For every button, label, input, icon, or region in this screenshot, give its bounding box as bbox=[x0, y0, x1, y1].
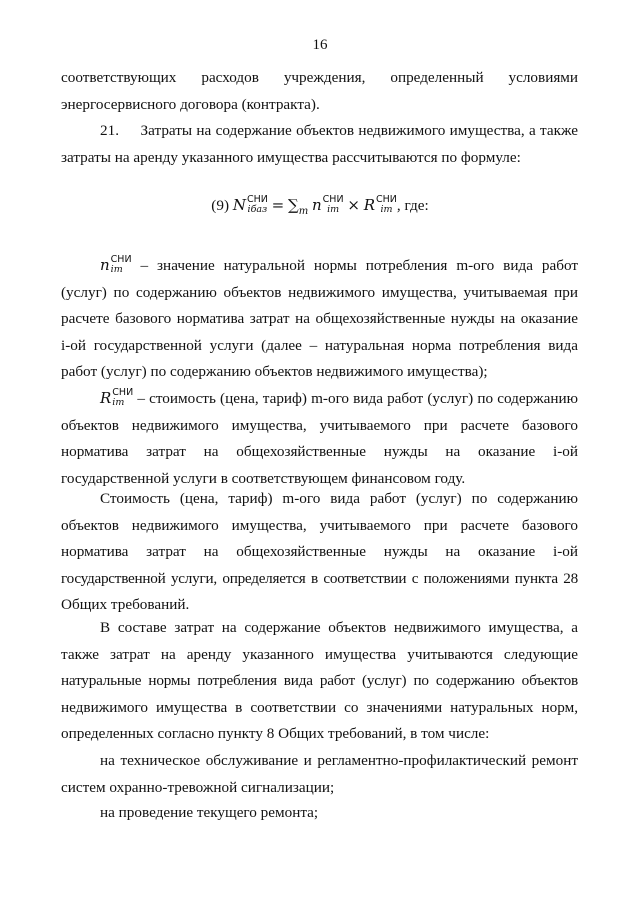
page-number: 16 bbox=[312, 37, 328, 53]
text-line: норматива затрат на общехозяйственные нужды на оказание i-ой bbox=[61, 543, 578, 561]
formula-tail: , где: bbox=[396, 197, 429, 214]
text-line: (услуг) по содержанию объектов недвижимого имущества, учитываемая при bbox=[61, 283, 578, 301]
definition-r-sub: im bbox=[112, 396, 125, 408]
word: соответствующих bbox=[61, 69, 177, 86]
definition-r-text: – стоимость (цена, тариф) m-ого вида работ (услуг) по содержанию bbox=[137, 390, 578, 407]
text-line: на техническое обслуживание и регламентно-профилактический ремонт bbox=[100, 752, 578, 769]
text-line: объектов недвижимого имущества, учитываемого при расчете базового bbox=[61, 516, 578, 534]
text-line bbox=[61, 385, 578, 413]
text-line: расчете базового норматива затрат на общехозяйственные нужды на оказание bbox=[61, 310, 578, 328]
text-line bbox=[61, 252, 578, 280]
definition-n-sup: СНИ bbox=[110, 253, 132, 265]
formula-equals: = bbox=[271, 196, 285, 214]
formula-lhs-sub: iбаз bbox=[247, 203, 268, 215]
formula-n-sup: СНИ bbox=[322, 193, 344, 205]
text-line: работ (услуг) по содержанию объектов недвижимого имущества); bbox=[61, 363, 488, 381]
text-line: Стоимость (цена, тариф) m-ого вида работ (услуг) по содержанию bbox=[100, 490, 578, 507]
formula-lhs-symbol: N bbox=[232, 196, 246, 214]
formula-lhs-indices bbox=[247, 195, 268, 215]
formula-n-indices bbox=[323, 195, 344, 215]
paragraph-cost bbox=[61, 486, 578, 619]
text-line: Общих требований. bbox=[61, 596, 190, 614]
word: условиями bbox=[508, 69, 579, 86]
formula-lhs-sup: СНИ bbox=[246, 193, 268, 205]
text-line: энергосервисного договора (контракта). bbox=[61, 95, 320, 113]
definition-n-symbol: n bbox=[100, 256, 110, 274]
text-line: государственной услуги, определяется в соответствии с положениями пункта 28 bbox=[61, 569, 578, 587]
formula-r-indices bbox=[376, 195, 397, 215]
text-line: натуральные нормы потребления вида работ (услуг) по содержанию объектов bbox=[61, 672, 578, 690]
text-line: также затрат на аренду указанного имущества учитываются следующие bbox=[61, 645, 578, 663]
text-line: затраты на аренду указанного имущества рассчитываются по формуле: bbox=[61, 148, 521, 166]
definition-n-sub: im bbox=[110, 263, 123, 275]
text-line: 21. Затраты на содержание объектов недвижимого имущества, а также bbox=[100, 122, 578, 139]
text-line: норматива затрат на общехозяйственные нужды на оказание i-ой bbox=[61, 443, 578, 461]
word: учреждения, bbox=[283, 69, 366, 86]
definition-r bbox=[61, 385, 578, 492]
text-line: В составе затрат на содержание объектов недвижимого имущества, а bbox=[100, 619, 578, 636]
formula-sum-sub: m bbox=[298, 206, 309, 218]
formula-number: (9) bbox=[211, 197, 230, 214]
paragraph-composition bbox=[61, 615, 578, 748]
word: расходов bbox=[201, 69, 259, 86]
text-line: i-ой государственной услуги (далее – натуральная норма потребления вида bbox=[61, 336, 578, 354]
text-line: государственной услуги в соответствующем финансовом году. bbox=[61, 469, 466, 487]
text-line: объектов недвижимого имущества, учитываемого при расчете базового bbox=[61, 416, 578, 434]
paragraph-continuation bbox=[61, 65, 578, 118]
formula-r-sup: СНИ bbox=[376, 193, 397, 205]
formula-r-sub: im bbox=[380, 203, 393, 215]
formula-9 bbox=[0, 193, 640, 218]
formula-n-sub: im bbox=[327, 203, 340, 215]
formula-r-symbol: R bbox=[363, 196, 376, 214]
text-line: определенных согласно пункту 8 Общих требований, в том числе: bbox=[61, 725, 490, 743]
text-line bbox=[61, 65, 578, 92]
word: определенный bbox=[390, 69, 484, 86]
list-item bbox=[61, 800, 578, 827]
text-line: систем охранно-тревожной сигнализации; bbox=[61, 778, 335, 796]
definition-n-text: – значение натуральной нормы потребления m-ого вида работ bbox=[140, 257, 578, 274]
text-line: недвижимого имущества в соответствии со значениями натуральных норм, bbox=[61, 698, 578, 716]
paragraph-21 bbox=[61, 118, 578, 171]
definition-n bbox=[61, 252, 578, 386]
definition-r-indices bbox=[112, 388, 133, 408]
definition-r-sup: СНИ bbox=[112, 386, 134, 398]
list-item bbox=[61, 748, 578, 801]
formula-times: × bbox=[347, 196, 360, 214]
definition-r-symbol: R bbox=[100, 389, 112, 407]
definition-n-indices bbox=[111, 255, 132, 275]
text-line: на проведение текущего ремонта; bbox=[100, 804, 319, 821]
formula-n-symbol: n bbox=[312, 196, 322, 214]
formula-sum: ∑ bbox=[288, 196, 299, 214]
